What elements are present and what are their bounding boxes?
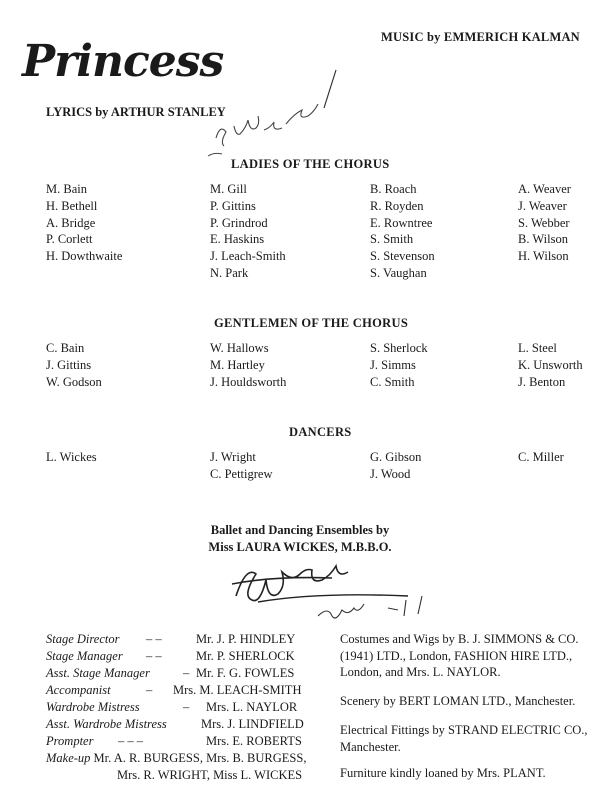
list-item: J. Wood — [370, 466, 411, 481]
gentlemen-column-2 — [210, 340, 286, 390]
role-label: Stage Director — [46, 632, 120, 646]
staff-name: Mrs. M. LEACH-SMITH — [173, 683, 302, 697]
staff-row — [46, 665, 336, 681]
ballet-credit — [0, 522, 600, 556]
staff-name: Mr. P. SHERLOCK — [196, 649, 295, 663]
handwritten-signature — [228, 556, 448, 626]
dash: – — [183, 666, 190, 680]
staff-row — [46, 716, 336, 732]
staff-name: Mr. A. R. BURGESS, Mrs. B. BURGESS, — [93, 751, 307, 765]
list-item: S. Smith — [370, 232, 414, 247]
ballet-line-1: Ballet and Dancing Ensembles by — [210, 523, 390, 537]
staff-row — [46, 648, 336, 664]
staff-row — [46, 631, 336, 647]
role-label: Accompanist — [46, 683, 111, 697]
list-item: J. Wright — [210, 450, 256, 464]
dancers-column-1 — [46, 449, 97, 466]
list-item: W. Hallows — [210, 341, 269, 355]
list-item: G. Gibson — [370, 450, 422, 464]
list-item: L. Wickes — [46, 450, 97, 464]
ladies-heading: LADIES OF THE CHORUS — [231, 157, 390, 171]
list-item: R. Royden — [370, 198, 424, 213]
list-item: J. Benton — [518, 374, 566, 389]
list-item: H. Wilson — [518, 249, 569, 264]
handwritten-signature-top — [186, 68, 346, 168]
list-item: B. Roach — [370, 182, 417, 196]
list-item: L. Steel — [518, 341, 557, 355]
gentlemen-heading: GENTLEMEN OF THE CHORUS — [214, 316, 409, 330]
staff-row — [46, 682, 336, 698]
staff-name: Mr. F. G. FOWLES — [196, 666, 295, 680]
list-item: K. Unsworth — [518, 357, 583, 372]
dancers-column-3 — [370, 449, 421, 483]
role-label: Asst. Wardrobe Mistress — [46, 717, 167, 731]
role-label: Wardrobe Mistress — [46, 700, 140, 714]
list-item: H. Bethell — [46, 198, 98, 213]
list-item: J. Houldsworth — [210, 374, 287, 389]
list-item: S. Sherlock — [370, 341, 428, 355]
staff-name: Mr. J. P. HINDLEY — [196, 632, 296, 646]
page-title: Princess — [22, 36, 224, 87]
electrical-credit — [340, 722, 590, 755]
list-item: J. Leach-Smith — [210, 249, 286, 264]
credit-line: Furniture kindly loaned by Mrs. PLANT. — [340, 766, 546, 780]
staff-name: Mrs. E. ROBERTS — [206, 734, 302, 748]
dancers-column-4 — [518, 449, 564, 466]
list-item: S. Webber — [518, 215, 570, 230]
ladies-column-3 — [370, 181, 435, 282]
list-item: A. Bridge — [46, 215, 96, 230]
dash: – – — [146, 632, 162, 646]
staff-name: Mrs. J. LINDFIELD — [201, 717, 304, 731]
costumes-credit — [340, 631, 590, 681]
dancers-heading: DANCERS — [289, 425, 352, 439]
list-item: S. Vaughan — [370, 265, 427, 280]
ladies-column-1 — [46, 181, 122, 265]
credit-line: (1941) LTD., London, FASHION HIRE LTD., — [340, 648, 573, 663]
dash: – — [146, 683, 153, 697]
list-item: J. Gittins — [46, 357, 92, 372]
list-item: C. Miller — [518, 450, 564, 464]
list-item: M. Gill — [210, 182, 247, 196]
list-item: C. Pettigrew — [210, 466, 273, 481]
credit-line: Costumes and Wigs by B. J. SIMMONS & CO. — [340, 632, 579, 646]
gentlemen-column-1 — [46, 340, 102, 390]
list-item: E. Haskins — [210, 232, 265, 247]
credit-line: London, and Mrs. L. NAYLOR. — [340, 665, 501, 680]
scenery-credit — [340, 693, 590, 710]
list-item: P. Gittins — [210, 198, 256, 213]
staff-row — [46, 733, 336, 749]
ballet-line-2: Miss LAURA WICKES, M.B.B.O. — [208, 540, 392, 554]
list-item: W. Godson — [46, 374, 102, 389]
music-credit: MUSIC by EMMERICH KALMAN — [381, 30, 580, 44]
furniture-credit — [340, 765, 590, 782]
list-item: E. Rowntree — [370, 215, 433, 230]
dancers-column-2 — [210, 449, 273, 483]
list-item: C. Bain — [46, 341, 85, 355]
list-item: S. Stevenson — [370, 249, 435, 264]
credit-line: Scenery by BERT LOMAN LTD., Manchester. — [340, 694, 576, 708]
dash: – – – — [118, 734, 143, 748]
gentlemen-column-3 — [370, 340, 428, 390]
list-item: C. Smith — [370, 374, 415, 389]
list-item: P. Grindrod — [210, 215, 268, 230]
list-item: A. Weaver — [518, 182, 571, 196]
list-item: H. Dowthwaite — [46, 249, 123, 264]
role-label: Prompter — [46, 734, 94, 748]
list-item: P. Corlett — [46, 232, 93, 247]
staff-name: Mrs. L. NAYLOR — [206, 700, 298, 714]
role-label: Make-up — [46, 751, 91, 765]
list-item: N. Park — [210, 265, 249, 280]
list-item: J. Weaver — [518, 198, 567, 213]
staff-row — [46, 699, 336, 715]
role-label: Stage Manager — [46, 649, 123, 663]
credit-line: Electrical Fittings by STRAND ELECTRIC CO., — [340, 723, 588, 737]
staff-name: Mrs. R. WRIGHT, Miss L. WICKES — [117, 768, 303, 782]
gentlemen-column-4 — [518, 340, 583, 390]
list-item: B. Wilson — [518, 232, 568, 247]
ladies-column-2 — [210, 181, 286, 282]
credit-line: Manchester. — [340, 739, 401, 754]
dash: – – — [146, 649, 162, 663]
list-item: J. Simms — [370, 357, 416, 372]
list-item: M. Bain — [46, 182, 87, 196]
makeup-row — [46, 750, 336, 766]
ladies-column-4 — [518, 181, 571, 265]
list-item: M. Hartley — [210, 357, 265, 372]
lyrics-credit: LYRICS by ARTHUR STANLEY — [46, 105, 226, 119]
role-label: Asst. Stage Manager — [46, 666, 150, 680]
dash: – — [183, 700, 190, 714]
